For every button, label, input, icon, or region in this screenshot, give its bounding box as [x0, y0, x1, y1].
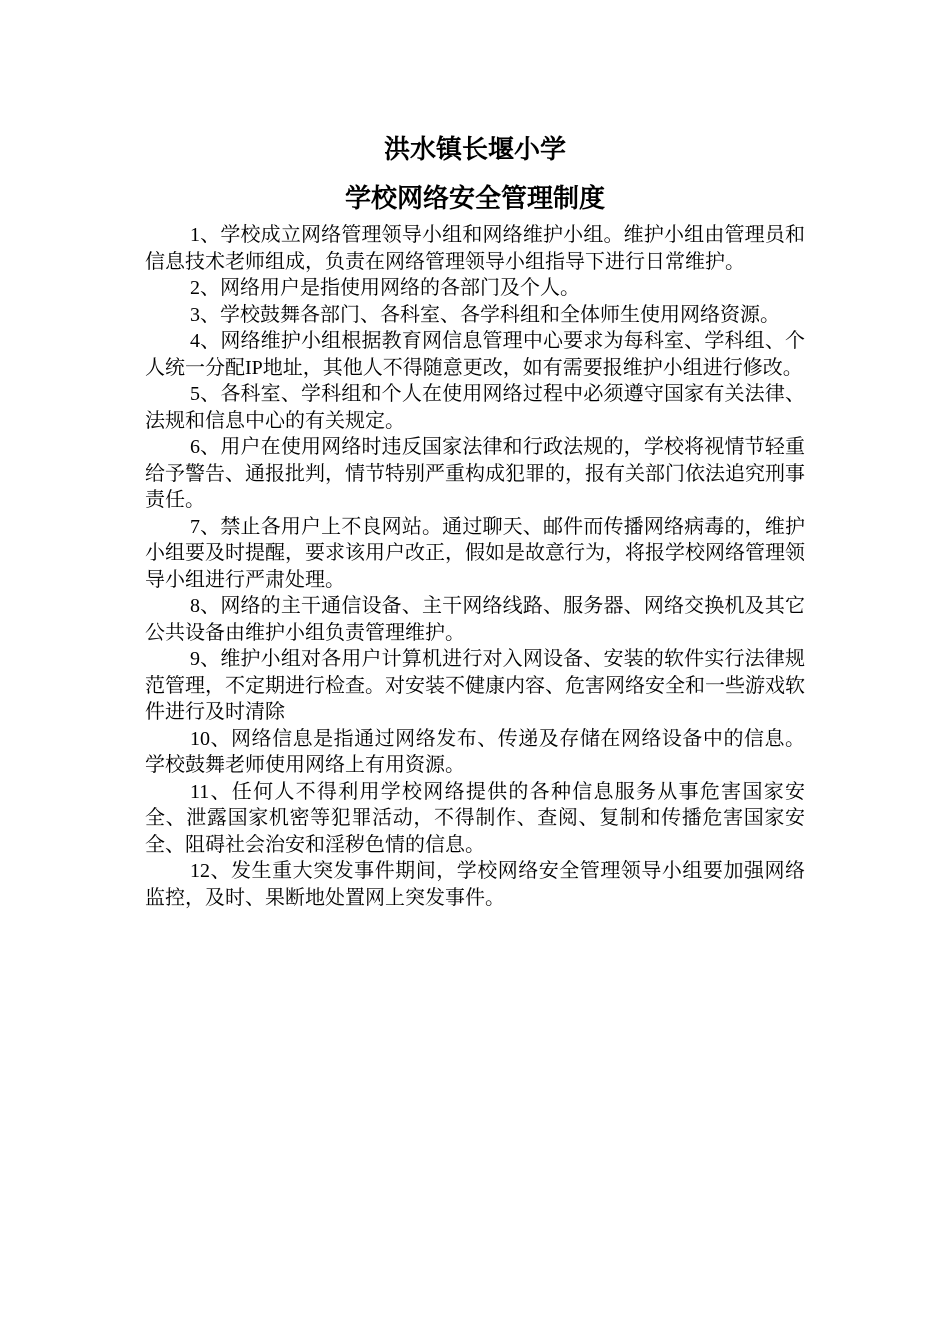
rule-paragraph: 9、维护小组对各用户计算机进行对入网设备、安装的软件实行法律规范管理，不定期进行检查。对安装不健康内容、危害网络安全和一些游戏软件进行及时清除 [145, 648, 805, 723]
rule-paragraph: 12、发生重大突发事件期间，学校网络安全管理领导小组要加强网络监控，及时、果断地处置网上突发事件。 [145, 860, 805, 909]
rule-paragraph: 11、任何人不得利用学校网络提供的各种信息服务从事危害国家安全、泄露国家机密等犯罪活动，不得制作、查阅、复制和传播危害国家安全、阻碍社会治安和淫秽色情的信息。 [145, 780, 805, 856]
rule-paragraph: 6、用户在使用网络时违反国家法律和行政法规的，学校将视情节轻重给予警告、通报批判，情节特别严重构成犯罪的，报有关部门依法追究刑事责任。 [145, 436, 805, 511]
rule-paragraph: 4、网络维护小组根据教育网信息管理中心要求为每科室、学科组、个人统一分配IP地址，其他人不得随意更改，如有需要报维护小组进行修改。 [145, 330, 805, 379]
rule-paragraph: 5、各科室、学科组和个人在使用网络过程中必须遵守国家有关法律、法规和信息中心的有关规定。 [145, 383, 805, 432]
school-name-title: 洪水镇长堰小学 [383, 135, 566, 164]
rule-paragraph: 7、禁止各用户上不良网站。通过聊天、邮件而传播网络病毒的，维护小组要及时提醒，要求该用户改正，假如是故意行为，将报学校网络管理领导小组进行严肃处理。 [145, 515, 805, 591]
document-body [145, 222, 805, 911]
rule-paragraph: 3、学校鼓舞各部门、各科室、各学科组和全体师生使用网络资源。 [190, 303, 780, 326]
document-title: 学校网络安全管理制度 [344, 184, 605, 213]
rule-paragraph: 2、网络用户是指使用网络的各部门及个人。 [190, 277, 580, 299]
rule-paragraph: 1、学校成立网络管理领导小组和网络维护小组。维护小组由管理员和信息技术老师组成，负责在网络管理领导小组指导下进行日常维护。 [145, 224, 805, 273]
rule-paragraph: 10、网络信息是指通过网络发布、传递及存储在网络设备中的信息。学校鼓舞老师使用网络上有用资源。 [145, 727, 805, 776]
rule-paragraph: 8、网络的主干通信设备、主干网络线路、服务器、网络交换机及其它公共设备由维护小组负责管理维护。 [145, 595, 805, 644]
